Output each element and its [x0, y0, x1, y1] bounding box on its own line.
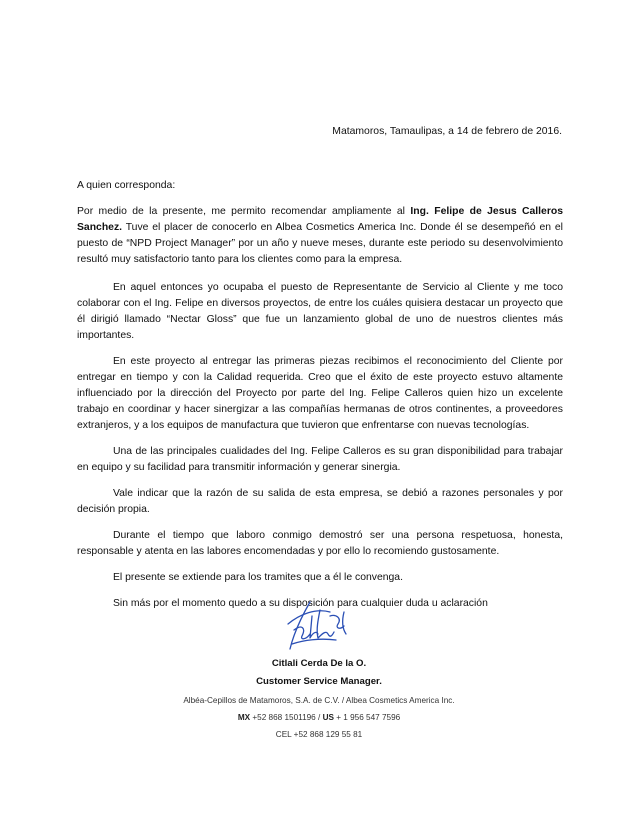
signer-name: Citlali Cerda De la O. [271, 658, 367, 669]
paragraph-5: Vale indicar que la razón de su salida de esta empresa, se debió a razones personales y por decisión propia. [77, 488, 563, 515]
recommended-person-name: Ing. Felipe de Jesus Calleros Sanchez. [77, 206, 563, 233]
paragraph-3: En este proyecto al entregar las primeras piezas recibimos el reconocimiento del Cliente por entregar en tiempo y con la Calidad requerida. Creo que el éxito de este proyecto estuvo altamente influenciado por la dirección del Proyecto por parte del Ing. Felipe Calleros quien hizo un excelente trabajo en coordinar y hacer sinergizar a las compañías hermanas de otros continentes, a proveedores extranjeros, y a los equipos de manufactura que tuvieron que enfrentarse con nuevas tecnologías. [77, 356, 563, 431]
mx-number: +52 868 1501196 / [250, 713, 323, 722]
signer-company: Albéa-Cepillos de Matamoros, S.A. de C.V. / Albea Cosmetics America Inc. [183, 696, 455, 705]
us-number: + 1 956 547 7596 [333, 713, 401, 722]
us-label: US [322, 713, 334, 722]
paragraph-2: En aquel entonces yo ocupaba el puesto de Representante de Servicio al Cliente y me toco colaborar con el Ing. Felipe en diversos proyectos, de entre los cuáles quisiera destacar un proyecto que él dirigió llamado “Nectar Gloss” que fue un lanzamiento global de uno de nuestros clientes más importantes. [77, 282, 563, 341]
salutation: A quien corresponda: [77, 180, 176, 191]
signature-icon [280, 594, 360, 654]
mx-label: MX [237, 713, 251, 722]
letter-body [77, 204, 563, 616]
paragraph-1 [77, 204, 563, 268]
signer-cel: CEL +52 868 129 55 81 [275, 730, 363, 739]
paragraph-1-intro: Por medio de la presente, me permito recomendar ampliamente al [77, 206, 411, 217]
signer-title: Customer Service Manager. [256, 676, 382, 687]
paragraph-7: El presente se extiende para los tramites que a él le convenga. [113, 572, 403, 583]
paragraph-8: Sin más por el momento quedo a su disposición para cualquier duda u aclaración [113, 598, 488, 609]
signature-block [0, 656, 638, 741]
signer-phones [0, 711, 638, 724]
paragraph-1-rest: Tuve el placer de conocerlo en Albea Cosmetics America Inc. Donde él se desempeñó en el puesto de “NPD Project Manager” por un año y nueve meses, durante este periodo su desenvolvimiento resultó muy satisfactorio tanto para los clientes como para la empresa. [77, 222, 563, 265]
paragraph-6: Durante el tiempo que laboro conmigo demostró ser una persona respetuosa, honesta, responsable y atenta en las labores encomendadas y por ello lo recomiendo gustosamente. [77, 530, 563, 557]
letter-date: Matamoros, Tamaulipas, a 14 de febrero de 2016. [332, 126, 562, 137]
handwritten-signature [280, 594, 360, 654]
paragraph-4: Una de las principales cualidades del Ing. Felipe Calleros es su gran disponibilidad para trabajar en equipo y su facilidad para transmitir información y generar sinergia. [77, 446, 563, 473]
